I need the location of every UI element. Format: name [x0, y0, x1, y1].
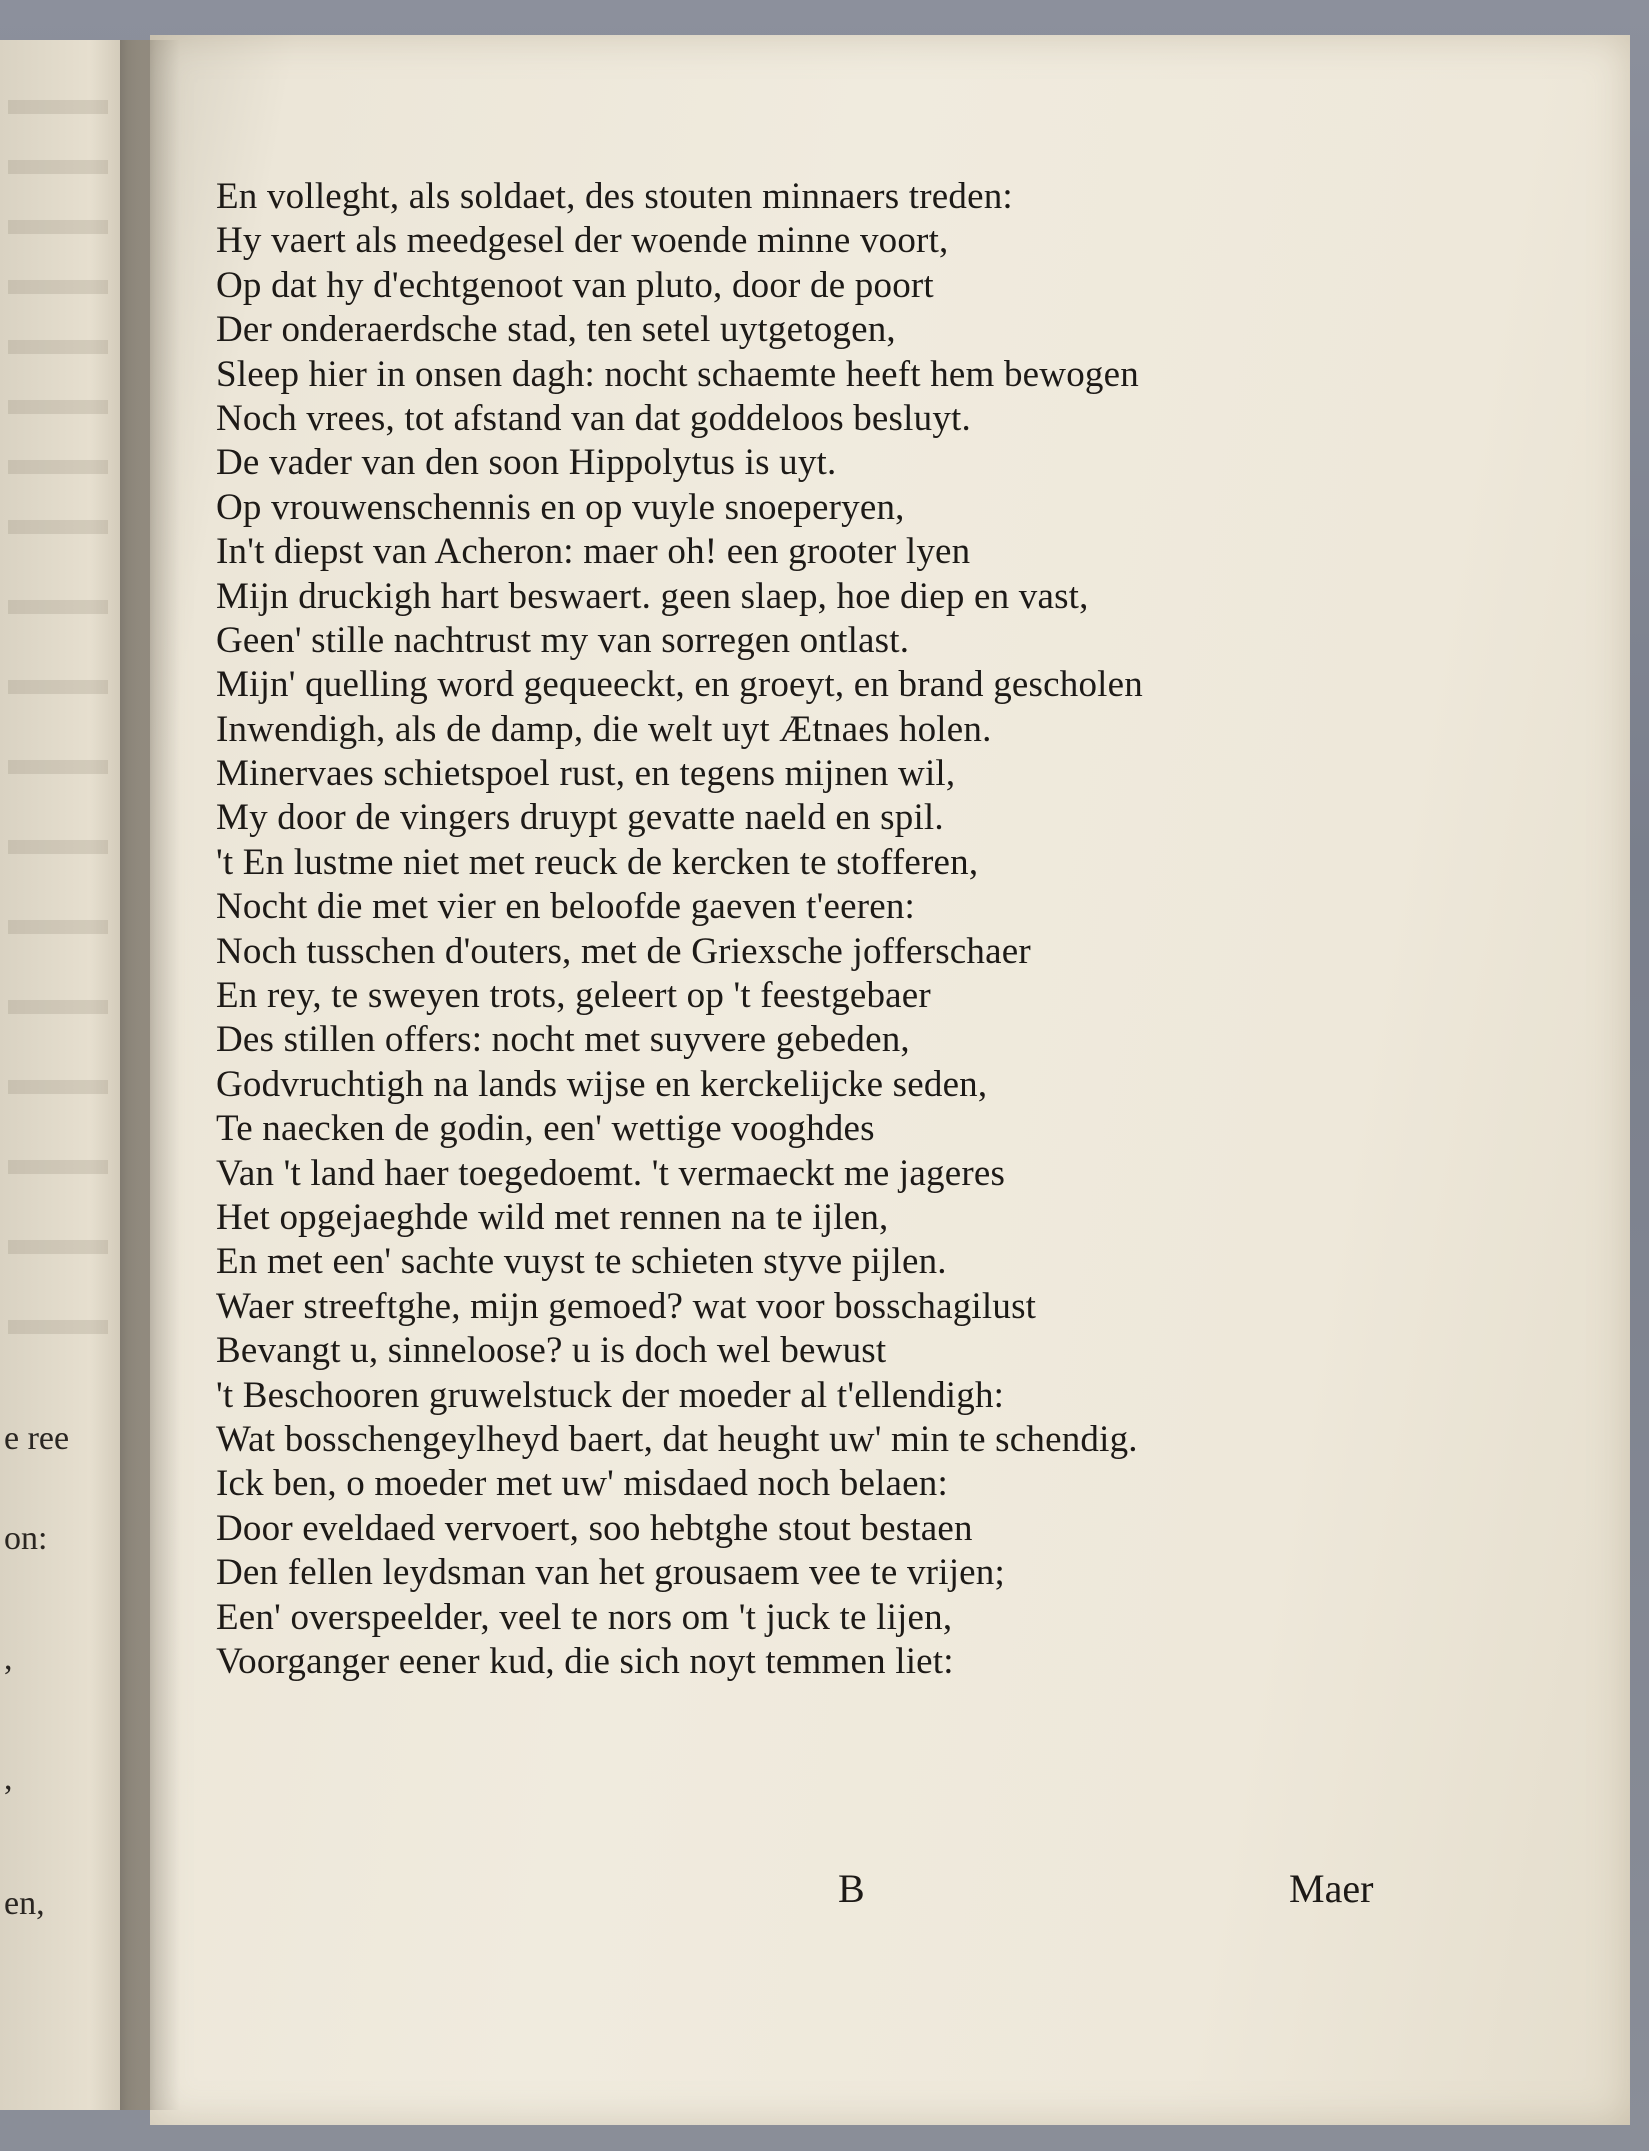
verse-line: Ick ben, o moeder met uw' misdaed noch belaen: — [216, 1463, 948, 1505]
bleed-through-mark — [8, 520, 108, 534]
bleed-through-mark — [8, 160, 108, 174]
verse-line: Der onderaerdsche stad, ten setel uytgetogen, — [216, 309, 896, 351]
verse-line: Bevangt u, sinneloose? u is doch wel bewust — [216, 1330, 887, 1372]
bleed-through-mark — [8, 680, 108, 694]
verse-line: 't En lustme niet met reuck de kercken te stofferen, — [216, 841, 979, 883]
left-page-fragment: on: — [4, 1520, 48, 1557]
verse-line: Mijn druckigh hart beswaert. geen slaep, hoe diep en vast, — [216, 575, 1089, 617]
verse-line: Op vrouwenschennis en op vuyle snoeperyen, — [216, 486, 905, 528]
verse-line: Op dat hy d'echtgenoot van pluto, door de poort — [216, 264, 934, 306]
verse-line: Waer streeftghe, mijn gemoed? wat voor bosschagilust — [216, 1285, 1037, 1327]
verse-line: Mijn' quelling word gequeeckt, en groeyt, en brand gescholen — [216, 664, 1143, 706]
bleed-through-mark — [8, 1080, 108, 1094]
bleed-through-mark — [8, 280, 108, 294]
bleed-through-mark — [8, 760, 108, 774]
bleed-through-mark — [8, 340, 108, 354]
bleed-through-mark — [8, 1320, 108, 1334]
bleed-through-mark — [8, 220, 108, 234]
bleed-through-mark — [8, 1240, 108, 1254]
verse-line: In't diepst van Acheron: maer oh! een grooter lyen — [216, 531, 971, 573]
verse-line: Sleep hier in onsen dagh: nocht schaemte heeft hem bewogen — [216, 353, 1139, 395]
signature-mark: B — [838, 1866, 865, 1911]
verse-line: Noch tusschen d'outers, met de Griexsche jofferschaer — [216, 930, 1031, 972]
left-page-fragment: e ree — [4, 1420, 70, 1457]
left-page-fragment: , — [4, 1760, 13, 1797]
verse-line: Wat bosschengeylheyd baert, dat heught uw' min te schendig. — [216, 1418, 1138, 1460]
verse-line: My door de vingers druypt gevatte naeld en spil. — [216, 797, 944, 839]
left-page-fragment: , — [4, 1640, 13, 1677]
verse-line: Nocht die met vier en beloofde gaeven t'eeren: — [216, 886, 916, 928]
verse-line: En met een' sachte vuyst te schieten styve pijlen. — [216, 1241, 947, 1283]
verse-line: En volleght, als soldaet, des stouten minnaers treden: — [216, 176, 1013, 217]
verse-line: Hy vaert als meedgesel der woende minne voort, — [216, 220, 949, 262]
verse-line: Noch vrees, tot afstand van dat goddeloos besluyt. — [216, 397, 971, 439]
verse-line: Den fellen leydsman van het grousaem vee te vrijen; — [216, 1552, 1005, 1594]
bleed-through-mark — [8, 1160, 108, 1174]
bleed-through-mark — [8, 1000, 108, 1014]
verse-text — [216, 175, 1516, 1684]
verse-line: Geen' stille nachtrust my van sorregen ontlast. — [216, 619, 910, 661]
bleed-through-mark — [8, 400, 108, 414]
book-page — [150, 35, 1630, 2125]
bleed-through-mark — [8, 100, 108, 114]
verse-line: Van 't land haer toegedoemt. 't vermaeckt me jageres — [216, 1152, 1006, 1194]
bleed-through-mark — [8, 840, 108, 854]
verse-line: Inwendigh, als de damp, die welt uyt Ætnaes holen. — [216, 708, 992, 750]
verse-line: Minervaes schietspoel rust, en tegens mijnen wil, — [216, 753, 956, 795]
verse-line: Te naecken de godin, een' wettige vooghdes — [216, 1108, 875, 1150]
verse-line: Godvruchtigh na lands wijse en kerckelijcke seden, — [216, 1063, 988, 1105]
left-page-fragment: en, — [4, 1885, 45, 1922]
verse-line: Een' overspeelder, veel te nors om 't juck te lijen, — [216, 1596, 953, 1638]
gutter-shadow — [120, 40, 180, 2110]
verse-line: De vader van den soon Hippolytus is uyt. — [216, 442, 837, 484]
verse-line: Des stillen offers: nocht met suyvere gebeden, — [216, 1019, 910, 1061]
verse-line: En rey, te sweyen trots, geleert op 't feestgebaer — [216, 975, 931, 1017]
verse-line: Het opgejaeghde wild met rennen na te ijlen, — [216, 1196, 889, 1238]
verse-line: 't Beschooren gruwelstuck der moeder al t'ellendigh: — [216, 1374, 1005, 1416]
bleed-through-mark — [8, 600, 108, 614]
bleed-through-mark — [8, 460, 108, 474]
verse-line: Door eveldaed vervoert, soo hebtghe stout bestaen — [216, 1507, 973, 1549]
catchword: Maer — [1289, 1866, 1374, 1911]
verse-line: Voorganger eener kud, die sich noyt temmen liet: — [216, 1640, 954, 1682]
bleed-through-mark — [8, 920, 108, 934]
